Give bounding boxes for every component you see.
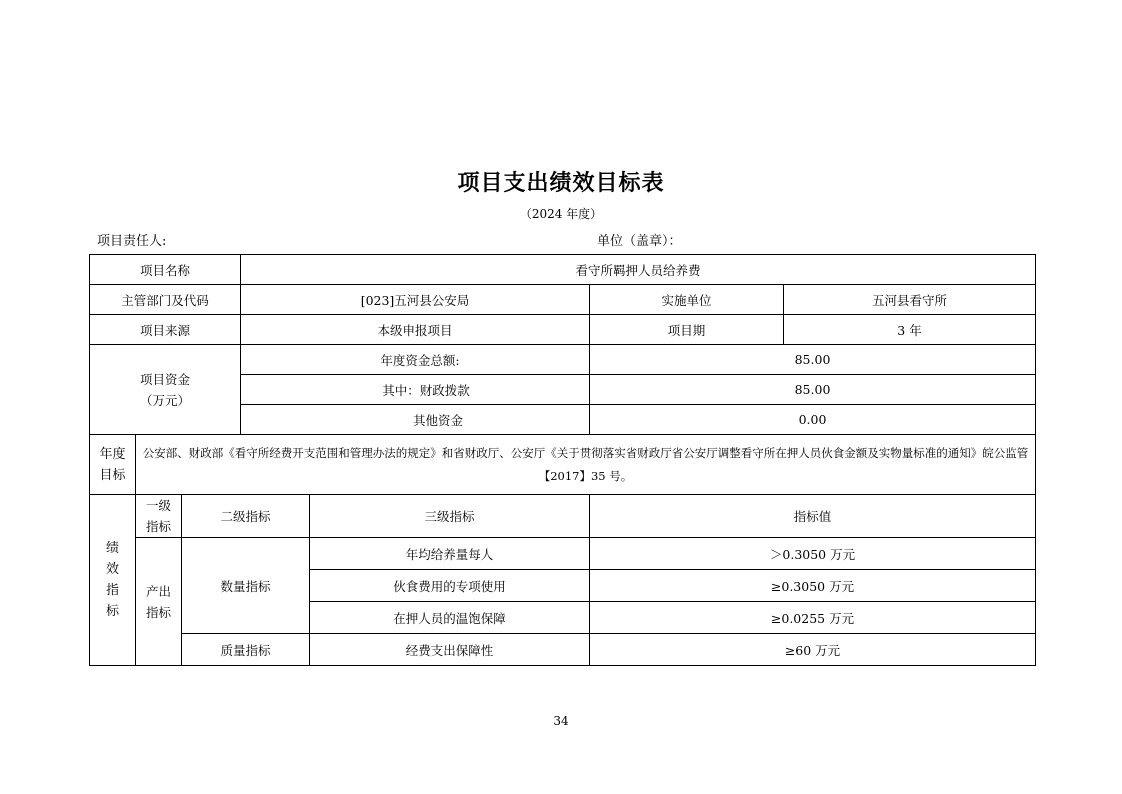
- source-value: 本级申报项目: [241, 315, 590, 345]
- period-value: 3 年: [784, 315, 1036, 345]
- indicator-value: ≥0.0255 万元: [590, 602, 1036, 634]
- level1-header-line1: 一级: [145, 498, 171, 513]
- level1-header-line2: 指标: [145, 519, 171, 534]
- project-name-value: 看守所羁押人员给养费: [241, 255, 1036, 285]
- indicator-value: ＞0.3050 万元: [590, 538, 1036, 570]
- page-number: 34: [553, 714, 569, 728]
- project-name-label: 项目名称: [90, 255, 241, 285]
- funds-label: [90, 345, 241, 435]
- output-indicator-label: [136, 538, 182, 666]
- funds-label-line2: （万元）: [139, 392, 190, 408]
- level2-header: 二级指标: [182, 495, 310, 538]
- fiscal-label: 其中：财政拨款: [241, 375, 590, 405]
- indicator-side-label: [90, 495, 136, 666]
- output-label-line1: 产出: [145, 583, 171, 599]
- indicator-value: ≥60 万元: [590, 634, 1036, 666]
- impl-unit-label: 实施单位: [590, 285, 784, 315]
- quantity-indicator-label: 数量指标: [182, 538, 310, 634]
- other-funds-label: 其他资金: [241, 405, 590, 435]
- page-title: 项目支出绩效目标表: [457, 171, 665, 196]
- funds-label-line1: 项目资金: [139, 371, 190, 387]
- year-subtitle: （2024 年度）: [519, 207, 603, 221]
- indicator-name: 年均给养量每人: [310, 538, 590, 570]
- impl-unit-value: 五河县看守所: [784, 285, 1036, 315]
- side-char-1: 绩: [105, 541, 119, 556]
- period-label: 项目期: [590, 315, 784, 345]
- source-label: 项目来源: [90, 315, 241, 345]
- level1-header: [136, 495, 182, 538]
- annual-total-value: 85.00: [590, 345, 1036, 375]
- side-char-4: 标: [105, 604, 119, 619]
- unit-stamp-label: 单位（盖章）：: [597, 234, 682, 249]
- fiscal-value: 85.00: [590, 375, 1036, 405]
- goal-label: [90, 435, 136, 495]
- output-label-line2: 指标: [145, 604, 171, 620]
- dept-label: 主管部门及代码: [90, 285, 241, 315]
- indicator-name: 伙食费用的专项使用: [310, 570, 590, 602]
- responsible-label: 项目责任人:: [97, 234, 167, 249]
- value-header: 指标值: [590, 495, 1036, 538]
- indicator-value: ≥0.3050 万元: [590, 570, 1036, 602]
- annual-total-label: 年度资金总额:: [241, 345, 590, 375]
- side-char-2: 效: [105, 562, 119, 577]
- performance-table: [89, 254, 1036, 666]
- dept-value: [023]五河县公安局: [241, 285, 590, 315]
- other-funds-value: 0.00: [590, 405, 1036, 435]
- indicator-name: 在押人员的温饱保障: [310, 602, 590, 634]
- goal-text: 公安部、财政部《看守所经费开支范围和管理办法的规定》和省财政厅、公安厅《关于贯彻落实省财政厅省公安厅调整看守所在押人员伙食金额及实物量标准的通知》皖公监管【2017】35 号。: [136, 435, 1036, 495]
- quality-indicator-label: 质量指标: [182, 634, 310, 666]
- indicator-name: 经费支出保障性: [310, 634, 590, 666]
- goal-label-line2: 目标: [99, 467, 126, 483]
- level3-header: 三级指标: [310, 495, 590, 538]
- goal-label-line1: 年度: [99, 446, 126, 462]
- side-char-3: 指: [105, 583, 119, 598]
